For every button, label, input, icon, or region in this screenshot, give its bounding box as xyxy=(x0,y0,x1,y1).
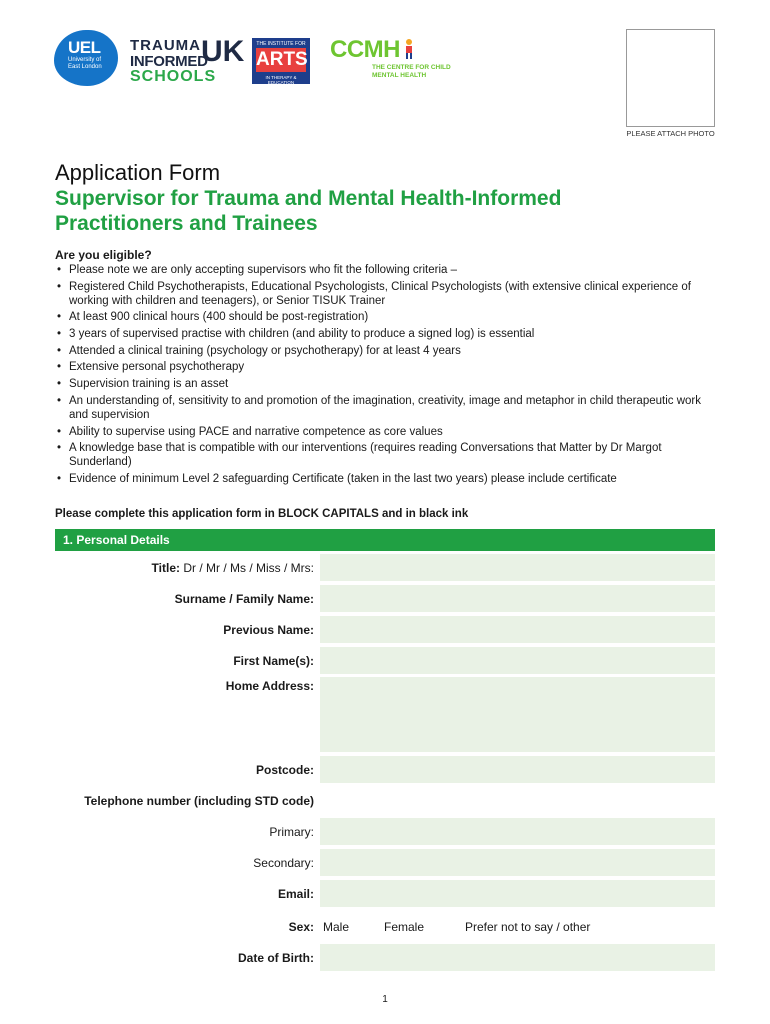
tuk-line2: INFORMED xyxy=(130,53,208,70)
title-options-text: Dr / Mr / Ms / Miss / Mrs: xyxy=(183,561,314,575)
uel-logo xyxy=(54,30,118,86)
dob-label: Date of Birth: xyxy=(238,951,314,965)
list-item: • Supervision training is an asset xyxy=(55,377,715,391)
sex-option-male[interactable]: Male xyxy=(323,920,350,934)
list-item: • At least 900 clinical hours (400 should be post-registration) xyxy=(55,310,715,324)
ccmh-logo xyxy=(330,36,451,84)
primary-phone-label: Primary: xyxy=(269,825,314,839)
surname-field[interactable] xyxy=(320,585,715,612)
postcode-label: Postcode: xyxy=(255,763,314,777)
home-address-field[interactable] xyxy=(320,677,715,752)
dob-field[interactable] xyxy=(320,944,715,971)
uel-logo-subtext: University of East London xyxy=(68,57,102,70)
list-item: • An understanding of, sensitivity to and promotion of the imagination, creativity, image and metaphor in child therapeutic work and supervision xyxy=(55,394,715,422)
title-field[interactable] xyxy=(320,554,715,581)
tuk-uk: UK xyxy=(201,35,245,68)
ccmh-main-text: CCMH xyxy=(330,36,400,63)
arts-top-text: THE INSTITUTE FOR xyxy=(256,41,306,47)
section-header-personal-details: 1. Personal Details xyxy=(55,529,715,551)
page-subtitle: Supervisor for Trauma and Mental Health-Informed Practitioners and Trainees xyxy=(55,187,562,235)
list-item: • Registered Child Psychotherapists, Educational Psychologists, Clinical Psychologists (with extensive clinical experience of working with children and teenagers), or Senior TISUK Trainer xyxy=(55,280,715,308)
block-capitals-note: Please complete this application form in BLOCK CAPITALS and in black ink xyxy=(55,508,469,520)
tuk-line3: SCHOOLS xyxy=(130,68,217,85)
secondary-phone-field[interactable] xyxy=(320,849,715,876)
secondary-phone-label: Secondary: xyxy=(253,856,314,870)
primary-phone-field[interactable] xyxy=(320,818,715,845)
sex-option-female[interactable]: Female xyxy=(384,920,425,934)
arts-bottom-text: IN THERAPY & EDUCATION xyxy=(265,75,297,85)
sex-option-other[interactable]: Prefer not to say / other xyxy=(465,920,591,934)
page-number: 1 xyxy=(382,994,388,1005)
first-names-field[interactable] xyxy=(320,647,715,674)
telephone-heading: Telephone number (including STD code) xyxy=(84,794,314,808)
list-item: • Attended a clinical training (psychology or psychotherapy) for at least 4 years xyxy=(55,344,715,358)
uel-logo-text: UEL xyxy=(68,38,101,57)
email-label: Email: xyxy=(277,887,314,901)
list-item: • Please note we are only accepting supervisors who fit the following criteria – xyxy=(55,263,715,277)
photo-attach-box[interactable] xyxy=(626,29,715,127)
list-item: • Ability to supervise using PACE and narrative competence as core values xyxy=(55,425,715,439)
ccmh-subtext: THE CENTRE FOR CHILD MENTAL HEALTH xyxy=(372,64,451,79)
photo-label: PLEASE ATTACH PHOTO xyxy=(626,129,715,138)
institute-arts-logo xyxy=(252,38,310,84)
arts-main-text: ARTS xyxy=(256,49,308,70)
list-item: • Evidence of minimum Level 2 safeguarding Certificate (taken in the last two years) please include certificate xyxy=(55,472,715,486)
title-label xyxy=(152,561,314,575)
tuk-line1: TRAUMA xyxy=(130,37,201,54)
list-item: • Extensive personal psychotherapy xyxy=(55,360,715,374)
eligibility-criteria-list xyxy=(55,263,715,489)
eligibility-heading: Are you eligible? xyxy=(55,248,152,262)
trauma-informed-uk-logo xyxy=(130,35,245,85)
home-address-label: Home Address: xyxy=(225,679,314,693)
sex-label: Sex: xyxy=(288,920,314,934)
postcode-field[interactable] xyxy=(320,756,715,783)
child-figure-icon xyxy=(402,38,416,60)
email-field[interactable] xyxy=(320,880,715,907)
previous-name-field[interactable] xyxy=(320,616,715,643)
list-item: • 3 years of supervised practise with children (and ability to produce a signed log) is essential xyxy=(55,327,715,341)
previous-name-label: Previous Name: xyxy=(223,623,314,637)
page-title: Application Form xyxy=(55,160,221,185)
first-names-label: First Name(s): xyxy=(233,654,314,668)
title-label-text: Title: xyxy=(151,561,180,575)
list-item: • A knowledge base that is compatible with our interventions (requires reading Conversations that Matter by Dr Margot Sunderland) xyxy=(55,441,715,469)
surname-label: Surname / Family Name: xyxy=(174,592,314,606)
